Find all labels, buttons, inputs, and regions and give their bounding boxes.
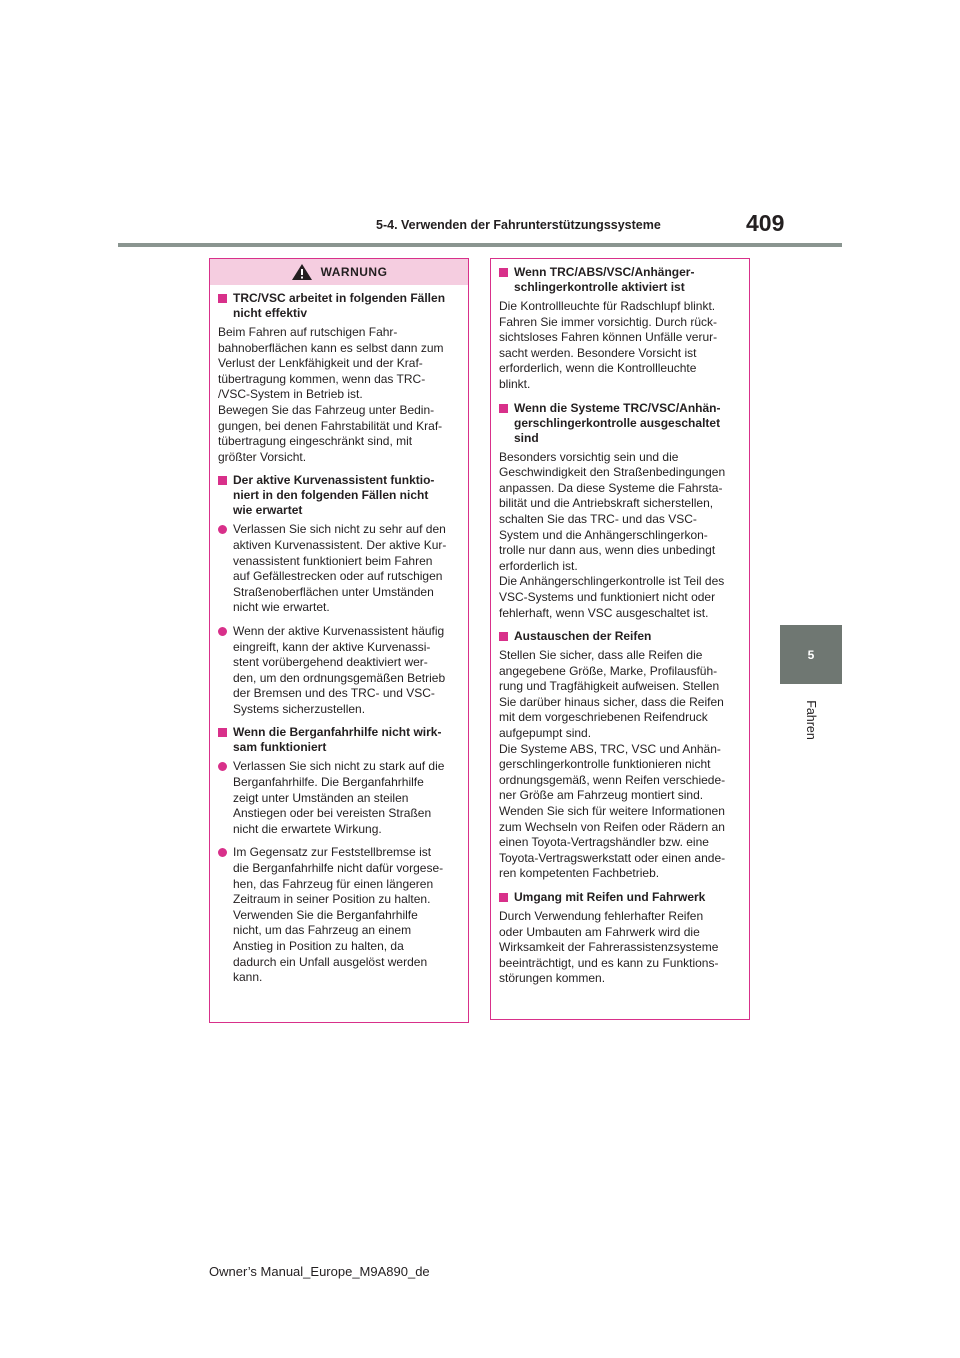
chapter-label-container — [780, 690, 842, 750]
warning-item — [218, 725, 460, 985]
square-bullet-icon — [218, 294, 227, 303]
bullet-text: Verlassen Sie sich nicht zu stark auf die Berganfahrhilfe. Die Berganfahrhilfe zeigt unter Umständen an steilen Anstiegen oder bei vereisten Straßen nicht die erwartete Wirkung. — [233, 759, 445, 836]
info-item — [499, 629, 741, 882]
warning-header — [210, 259, 468, 285]
item-text: Beim Fahren auf rutschigen Fahr- bahnoberflächen kann es selbst dann zum Verlust der Lenkfähigkeit und der Kraf- tübertragung kommen, wenn das TRC- /VSC-System in Betrieb ist. Bewegen Sie das Fahrzeug unter Bedin- gungen, bei denen Fahrstabilität und Kraf- tübertragung eingeschränkt sind, mit größter Vorsicht. — [218, 325, 444, 464]
circle-bullet-icon — [218, 848, 227, 857]
header-rule — [118, 243, 842, 247]
info-item — [499, 890, 741, 987]
bullet-text: Im Gegensatz zur Feststellbremse ist die Berganfahrhilfe nicht dafür vorgese- hen, das Fahrzeug für einen längeren Zeitraum in seiner Position zu halten. Verwenden Sie die Berganfahrhilfe nicht, um das Fahrzeug an einem Anstieg in Position zu halten, da dadurch ein Unfall ausgelöst werden kann. — [233, 845, 444, 985]
item-heading-row — [218, 291, 460, 321]
bullet-point — [218, 845, 460, 985]
page-number: 409 — [746, 210, 785, 236]
item-heading-row — [218, 473, 460, 518]
circle-bullet-icon — [218, 627, 227, 636]
bullet-point — [218, 759, 460, 837]
warning-triangle-icon — [291, 263, 313, 281]
chapter-label: Fahren — [803, 700, 818, 740]
item-heading-row — [499, 401, 741, 446]
item-heading-row — [218, 725, 460, 755]
info-box — [490, 258, 750, 1020]
warning-title: WARNUNG — [320, 265, 388, 279]
item-heading: Wenn die Berganfahrhilfe nicht wirk- sam funktioniert — [233, 725, 442, 755]
chapter-tab: 5 — [780, 625, 842, 684]
info-item — [499, 265, 741, 393]
square-bullet-icon — [218, 476, 227, 485]
bullet-point — [218, 522, 460, 616]
item-heading: Wenn die Systeme TRC/VSC/Anhän- gerschlingerkontrolle ausgeschaltet sind — [514, 400, 721, 445]
item-text: Besonders vorsichtig sein und die Geschwindigkeit den Straßenbedingungen anpassen. Da diese Systeme die Fahrsta- bilität und die Antriebskraft sicherstellen, schalten Sie das TRC- und das VSC- System und die Anhängerschlingerkon- trolle nur dann aus, wenn dies unbedingt erforderlich ist. Die Anhängerschlingerkontrolle ist Teil des VSC-Systems und funktioniert nicht oder fehlerhaft, wenn VSC ausgeschaltet ist. — [499, 449, 726, 620]
warning-item — [218, 473, 460, 717]
bullet-point — [218, 624, 460, 718]
circle-bullet-icon — [218, 762, 227, 771]
item-heading: Umgang mit Reifen und Fahrwerk — [514, 890, 706, 904]
item-heading: Wenn TRC/ABS/VSC/Anhänger- schlingerkontrolle aktiviert ist — [514, 265, 695, 294]
item-heading-row — [499, 890, 741, 905]
square-bullet-icon — [499, 268, 508, 277]
item-heading-row — [499, 265, 741, 295]
square-bullet-icon — [499, 893, 508, 902]
warning-item — [218, 291, 460, 465]
bullet-text: Verlassen Sie sich nicht zu sehr auf den aktiven Kurvenassistent. Der aktive Kur- venassistent funktioniert beim Fahren auf Gefällestrecken oder auf rutschigen Straßenoberflächen unter Umständen nicht wie erwartet. — [233, 522, 447, 615]
square-bullet-icon — [499, 404, 508, 413]
item-text: Die Kontrollleuchte für Radschlupf blinkt. Fahren Sie immer vorsichtig. Durch rück- sichtsloses Fahren können Unfälle verur- sacht werden. Besondere Vorsicht ist erforderlich, wenn die Kontrollleuchte blinkt. — [499, 299, 718, 391]
square-bullet-icon — [218, 728, 227, 737]
item-text: Stellen Sie sicher, dass alle Reifen die angegebene Größe, Marke, Profilausfüh- rung und Tragfähigkeit aufweisen. Stellen Sie darüber hinaus sicher, dass die Reifen mit dem vorgeschriebenen Reifendruck aufgepumpt sind. Die Systeme ABS, TRC, VSC und Anhän- gerschlingerkontrolle funktionieren nicht ordnungsgemäß, wenn Reifen verschiede- ner Größe am Fahrzeug montiert sind. Wenden Sie sich für weitere Informationen zum Wechseln von Reifen oder Rädern an einen Toyota-Vertragshändler bzw. eine Toyota-Vertragswerkstatt oder einen ande- ren kompetenten Fachbetrieb. — [499, 648, 726, 881]
section-header-title: 5-4. Verwenden der Fahrunterstützungssysteme — [376, 218, 661, 232]
item-heading: TRC/VSC arbeitet in folgenden Fällen nicht effektiv — [233, 291, 446, 320]
item-heading-row — [499, 629, 741, 644]
info-item — [499, 401, 741, 622]
item-heading: Austauschen der Reifen — [514, 629, 652, 644]
square-bullet-icon — [499, 632, 508, 641]
bullet-text: Wenn der aktive Kurvenassistent häufig eingreift, kann der aktive Kurvenassi- stent vorübergehend deaktiviert wer- den, um den ordnungsgemäßen Betrieb der Bremsen und des TRC- und VSC- Systems sicherzustellen. — [233, 623, 446, 716]
item-text: Durch Verwendung fehlerhafter Reifen oder Umbauten am Fahrwerk wird die Wirksamkeit der Fahrerassistenzsysteme beeinträchtigt, und es kann zu Funktions- störungen kommen. — [499, 909, 719, 986]
item-heading: Der aktive Kurvenassistent funktio- niert in den folgenden Fällen nicht wie erwartet — [233, 473, 435, 518]
circle-bullet-icon — [218, 525, 227, 534]
footer-text: Owner’s Manual_Europe_M9A890_de — [209, 1264, 430, 1279]
warning-box — [209, 258, 469, 1023]
